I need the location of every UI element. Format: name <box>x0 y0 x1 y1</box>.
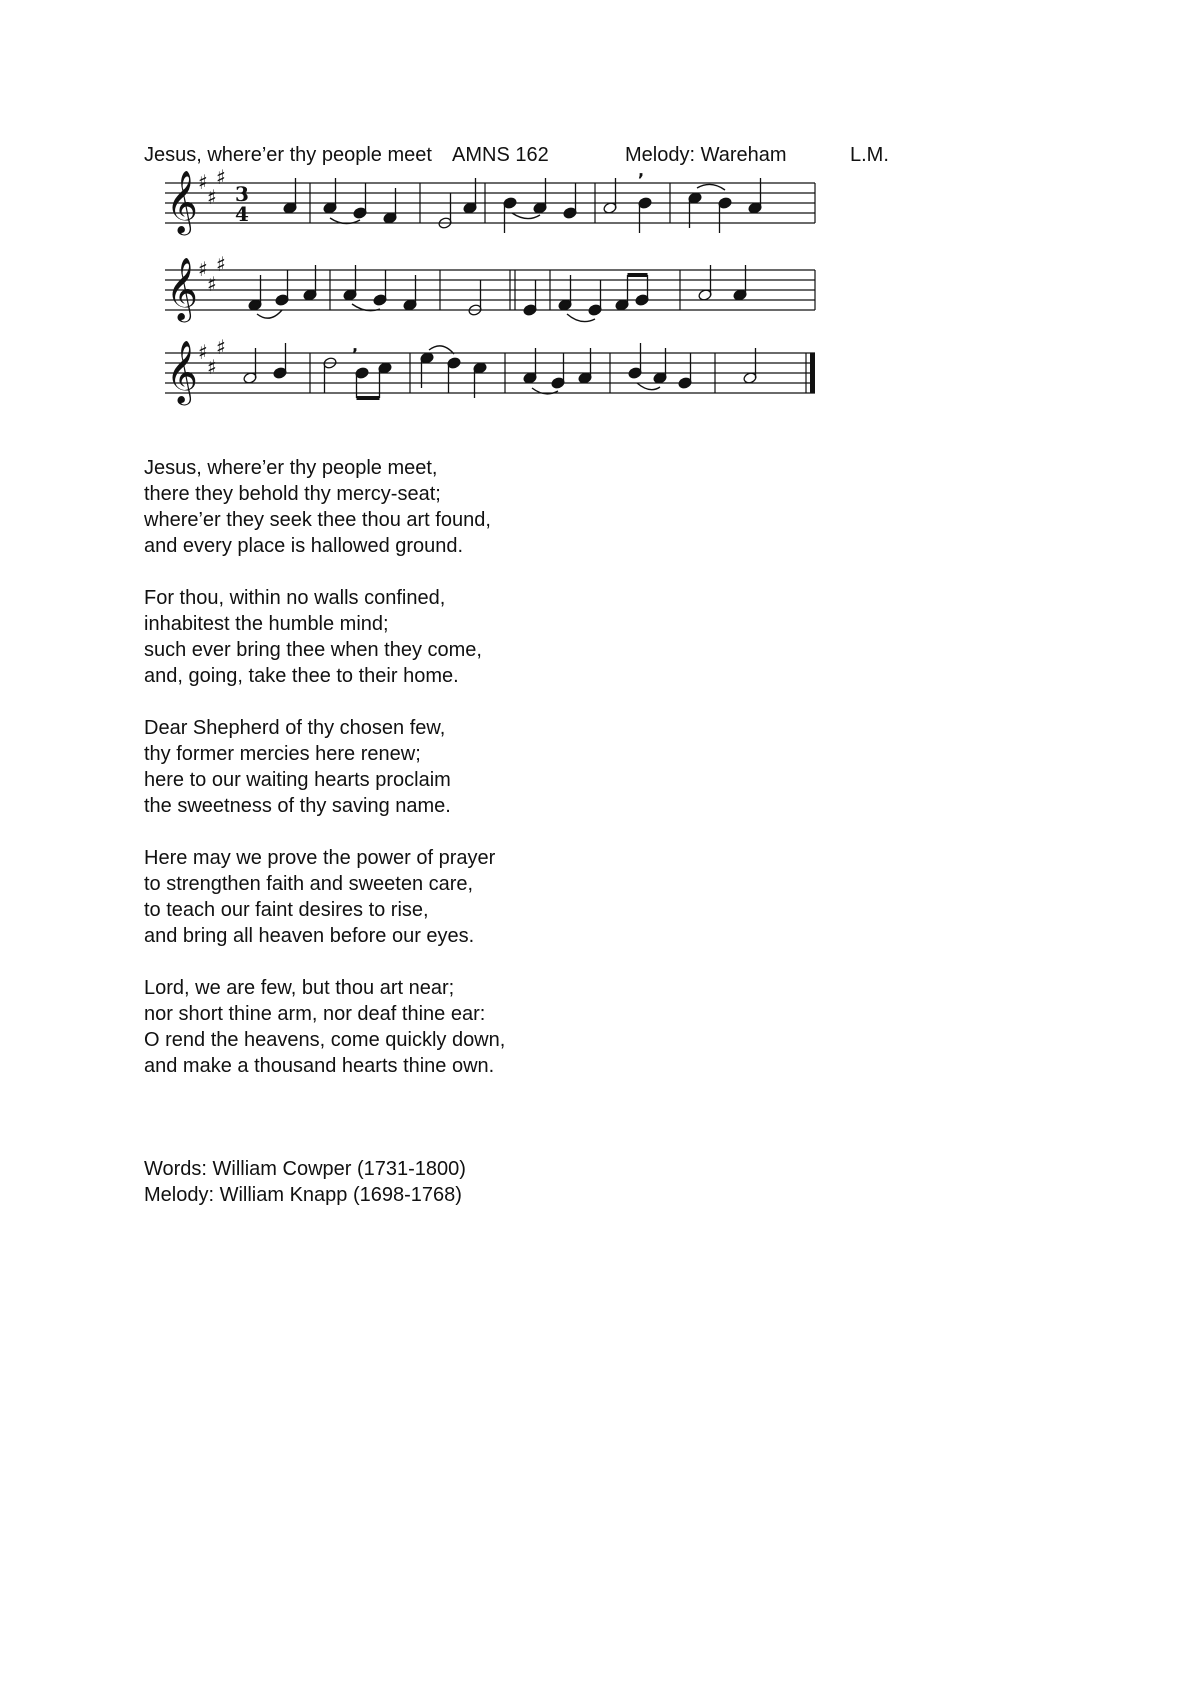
verse-line: inhabitest the humble mind; <box>144 613 389 635</box>
verse-line: the sweetness of thy saving name. <box>144 795 451 817</box>
words-credit: Words: William Cowper (1731-1800) <box>144 1158 466 1180</box>
time-signature <box>235 182 249 226</box>
verse-1 <box>144 455 505 559</box>
verse-line: where’er they seek thee thou art found, <box>144 509 491 531</box>
verse-5 <box>144 975 505 1079</box>
verse-line: here to our waiting hearts proclaim <box>144 769 451 791</box>
verse-line: Jesus, where’er thy people meet, <box>144 457 438 479</box>
melody-name: Melody: Wareham <box>625 144 787 166</box>
svg-text:♯: ♯ <box>198 257 208 281</box>
verse-line: to teach our faint desires to rise, <box>144 899 429 921</box>
verse-4 <box>144 845 505 949</box>
hymn-verses <box>144 455 505 1105</box>
treble-clef-icon: 𝄞 <box>166 170 198 233</box>
verse-line: Here may we prove the power of prayer <box>144 847 496 869</box>
svg-text:♯: ♯ <box>198 340 208 364</box>
verse-line: nor short thine arm, nor deaf thine ear: <box>144 1003 486 1025</box>
svg-text:♯: ♯ <box>198 170 208 194</box>
svg-text:♯: ♯ <box>207 272 217 296</box>
verse-line: there they behold thy mercy-seat; <box>144 483 441 505</box>
verse-2 <box>144 585 505 689</box>
svg-text:♯: ♯ <box>207 185 217 209</box>
verse-line: Lord, we are few, but thou art near; <box>144 977 455 999</box>
svg-text:♯: ♯ <box>207 355 217 379</box>
svg-text:♯: ♯ <box>216 252 226 276</box>
breath-mark-icon: , <box>352 336 359 355</box>
breath-mark-icon: , <box>638 168 645 180</box>
credits <box>144 1156 466 1208</box>
verse-line: thy former mercies here renew; <box>144 743 421 765</box>
svg-text:4: 4 <box>235 202 249 226</box>
verse-3 <box>144 715 505 819</box>
svg-text:♯: ♯ <box>216 335 226 359</box>
hymnal-number: AMNS 162 <box>452 144 549 166</box>
verse-line: and, going, take thee to their home. <box>144 665 459 687</box>
treble-clef-icon: 𝄞 <box>166 257 198 320</box>
melody-credit: Melody: William Knapp (1698-1768) <box>144 1184 462 1206</box>
verse-line: and bring all heaven before our eyes. <box>144 925 475 947</box>
music-score <box>140 168 830 430</box>
meter: L.M. <box>850 144 889 166</box>
svg-text:♯: ♯ <box>216 168 226 189</box>
verse-line: and every place is hallowed ground. <box>144 535 464 557</box>
verse-line: such ever bring thee when they come, <box>144 639 482 661</box>
verse-line: Dear Shepherd of thy chosen few, <box>144 717 446 739</box>
verse-line: to strengthen faith and sweeten care, <box>144 873 474 895</box>
verse-line: O rend the heavens, come quickly down, <box>144 1029 506 1051</box>
treble-clef-icon: 𝄞 <box>166 340 198 403</box>
svg-text:3: 3 <box>235 182 249 206</box>
verse-line: For thou, within no walls confined, <box>144 587 446 609</box>
verse-line: and make a thousand hearts thine own. <box>144 1055 495 1077</box>
hymn-title: Jesus, where’er thy people meet <box>144 144 432 166</box>
